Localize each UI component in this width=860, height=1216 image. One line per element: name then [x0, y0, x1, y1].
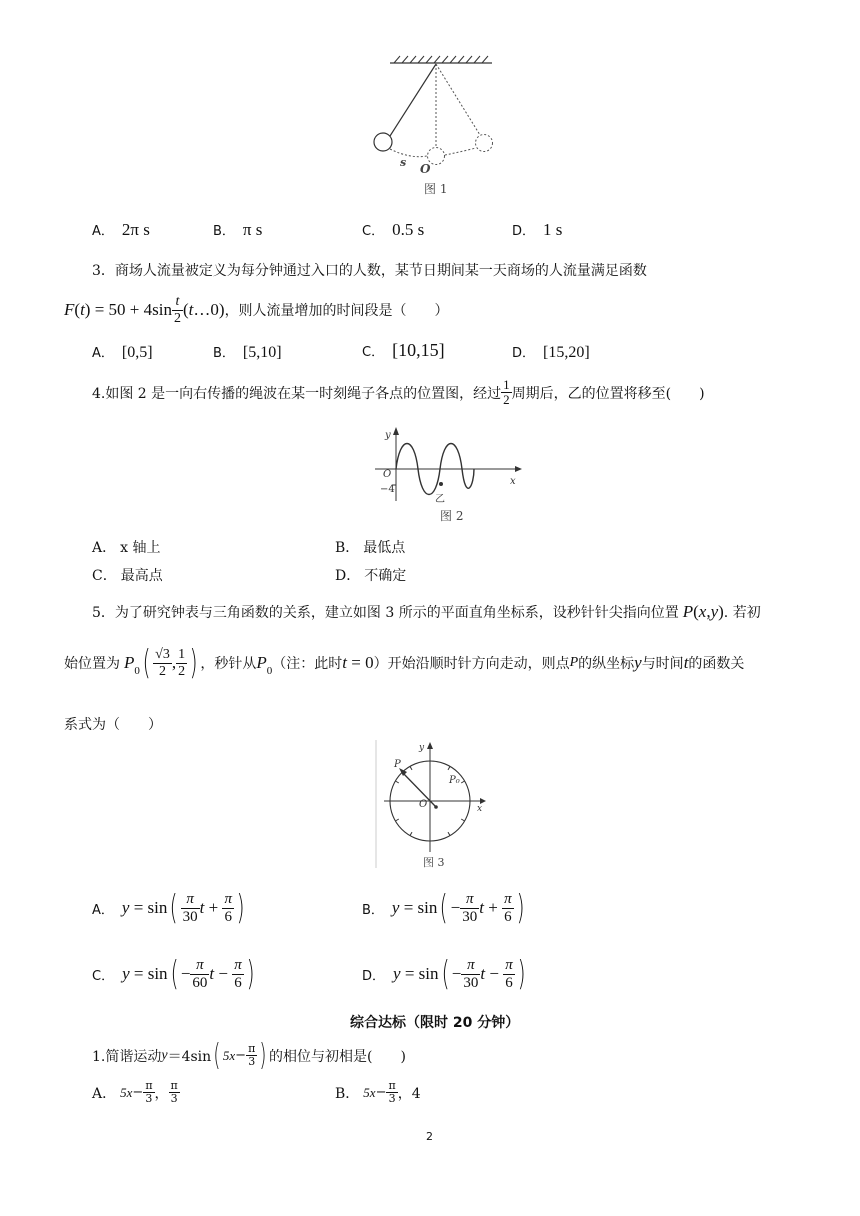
- fig1-caption: 图 1: [424, 182, 448, 196]
- fig2-m4-label: −4: [380, 484, 395, 495]
- q3-option-b[interactable]: B． [5,10]: [213, 344, 282, 361]
- fig1-label-s: s: [400, 156, 407, 169]
- fig3-o-label: O: [419, 799, 428, 810]
- q5-option-b[interactable]: B． y = sin ( − $\frac{\pi}{30}$ t + $\frac{\pi}{6}$ ): [362, 888, 525, 928]
- fig1-label-o: O: [420, 162, 431, 176]
- fig2-yi-label: 乙: [435, 494, 445, 505]
- q2-option-d[interactable]: D． 1 s: [512, 220, 563, 239]
- q3-formula-line: F ( t ) = 50 + 4sin $\frac{t}{2}$ ( t …0) ，则人流量增加的时间段是（ ）: [64, 294, 449, 326]
- q5-stem-line1: 5．为了研究钟表与三角函数的关系，建立如图 3 所示的平面直角坐标系，设秒针针尖指向位置 P ( x , y ) . 若初: [92, 602, 761, 621]
- q4-option-b[interactable]: B． 最低点: [335, 540, 406, 556]
- clock-figure: [374, 740, 490, 868]
- q4-stem: 4.如图 2 是一向右传播的绳波在某一时刻绳子各点的位置图，经过 $\frac{1}{2}$ 周期后，乙的位置将移至( ): [92, 377, 705, 408]
- fig2-y-label: y: [385, 430, 391, 441]
- pendulum-figure: [360, 55, 510, 200]
- fig2-x-label: x: [510, 476, 516, 487]
- fig3-p-label: P: [394, 759, 401, 770]
- z1-option-b[interactable]: B． 5x − $\frac{\pi}{3}$ ，4: [335, 1079, 421, 1106]
- q5-stem-line3: 系式为（ ）: [64, 717, 162, 733]
- q5-option-d[interactable]: D． y = sin ( − $\frac{\pi}{30}$ t − $\frac{\pi}{6}$ ): [362, 954, 526, 994]
- q5-option-a[interactable]: A． y = sin ( $\frac{\pi}{30}$ t + $\frac{\pi}{6}$ ): [92, 888, 245, 928]
- q4-option-d[interactable]: D． 不确定: [335, 568, 407, 584]
- q4-option-c[interactable]: C． 最高点: [92, 568, 163, 584]
- q2-option-b[interactable]: B． π s: [213, 220, 263, 239]
- q3-stem: 3．商场人流量被定义为每分钟通过入口的人数，某节日期间某一天商场的人流量满足函数: [92, 263, 647, 279]
- q5-option-c[interactable]: C． y = sin ( − $\frac{\pi}{60}$ t − $\frac{\pi}{6}$ ): [92, 954, 255, 994]
- page-number: 2: [426, 1130, 433, 1143]
- z1-option-a[interactable]: A． 5x − $\frac{\pi}{3}$ ， $\frac{\pi}{3}$: [92, 1079, 178, 1106]
- fig2-o-label: O: [383, 469, 392, 480]
- fig3-x-label: x: [477, 804, 483, 814]
- section-title: 综合达标（限时 20 分钟）: [350, 1015, 520, 1031]
- z1-stem: 1.简谐运动 y ＝4sin ( 5x − $\frac{\pi}{3}$ ) 的相位与初相是( ): [92, 1038, 406, 1073]
- q3-option-a[interactable]: A． [0,5]: [92, 344, 153, 361]
- q3-option-d[interactable]: D． [15,20]: [512, 344, 590, 361]
- q3-formula-suffix: ，则人流量增加的时间段是（ ）: [224, 303, 449, 319]
- q2-option-c[interactable]: C． 0.5 s: [362, 220, 425, 239]
- q4-option-a[interactable]: A． x 轴上: [92, 540, 161, 556]
- q3-option-c[interactable]: C． [10,15]: [362, 340, 445, 360]
- fig2-caption: 图 2: [440, 509, 464, 523]
- fig3-y-label: y: [419, 743, 425, 753]
- q2-option-a[interactable]: A． 2π s: [92, 220, 150, 239]
- fig3-p0-label: P₀: [449, 775, 460, 786]
- fig3-caption: 图 3: [423, 856, 445, 869]
- q5-stem-line2: 始位置为 P 0 ( $\frac{√3}{2}$ , $\frac{1}{2}$ ) ，秒针从 P 0 （注：此时 t = 0 ）开始沿顺时针方向走动，则点 P 的纵坐标 y 与时间 t 的函数关: [64, 643, 745, 683]
